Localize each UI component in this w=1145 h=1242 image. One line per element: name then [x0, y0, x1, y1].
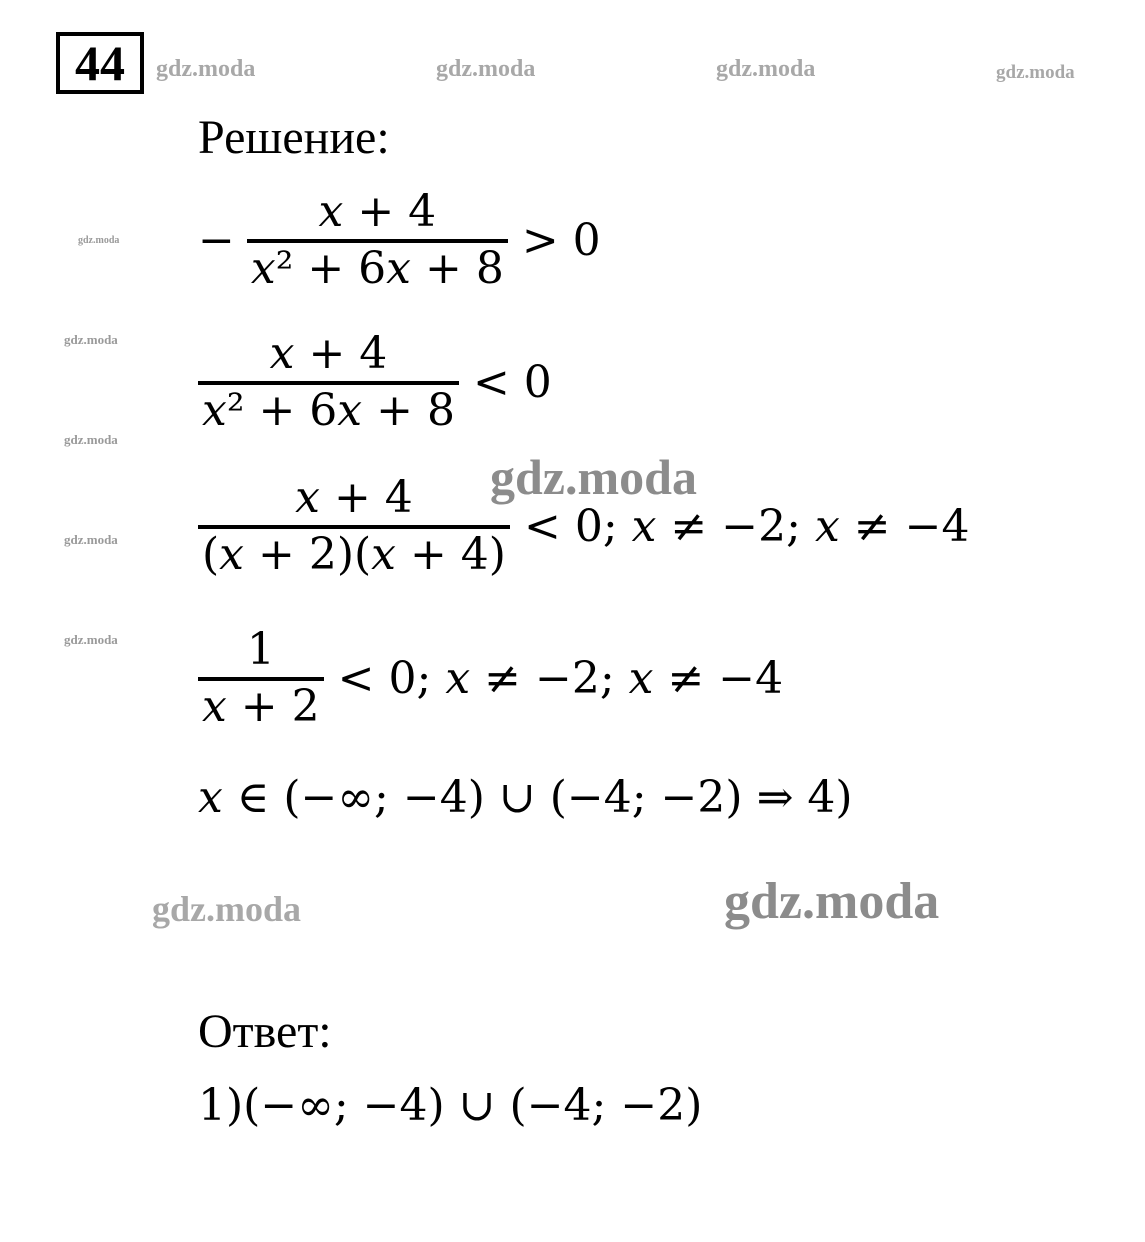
solution-heading: Решение: [198, 111, 390, 164]
watermark: gdz.moda [490, 449, 697, 505]
step-2-relation: < 0 [472, 357, 552, 409]
step-1-sign: − [198, 215, 235, 267]
step-2 [198, 328, 552, 438]
watermark: gdz.moda [78, 235, 120, 246]
step-1-numerator: 𝑥 + 4 [318, 186, 437, 237]
watermark: gdz.moda [64, 432, 118, 447]
watermark: gdz.moda [156, 56, 256, 82]
answer-heading: Ответ: [198, 1005, 332, 1058]
step-3-relation: < 0; 𝑥 ≠ −2; 𝑥 ≠ −4 [523, 501, 970, 553]
watermark: gdz.moda [152, 889, 302, 929]
step-4-numerator: 1 [246, 624, 275, 675]
step-1-relation: > 0 [521, 215, 601, 267]
watermark: gdz.moda [996, 62, 1075, 83]
watermark: gdz.moda [64, 332, 118, 347]
step-1-denominator: 𝑥² + 6𝑥 + 8 [250, 242, 504, 294]
problem-number: 44 [56, 32, 144, 94]
watermark: gdz.moda [716, 56, 816, 82]
watermark: gdz.moda [64, 532, 118, 547]
step-1 [198, 186, 601, 296]
step-4-relation: < 0; 𝑥 ≠ −2; 𝑥 ≠ −4 [337, 653, 784, 705]
watermark: gdz.moda [64, 632, 118, 647]
step-3-denominator: (𝑥 + 2)(𝑥 + 4) [202, 528, 506, 580]
answer: 1)(−∞; −4) ∪ (−4; −2) [198, 1080, 703, 1131]
result-line: 𝑥 ∈ (−∞; −4) ∪ (−4; −2) ⇒ 4) [198, 772, 853, 823]
step-2-denominator: 𝑥² + 6𝑥 + 8 [202, 384, 455, 436]
watermark: gdz.moda [724, 873, 940, 930]
step-4-fraction [198, 624, 324, 734]
step-1-fraction [247, 186, 508, 296]
step-2-fraction [198, 328, 459, 438]
step-3-numerator: 𝑥 + 4 [295, 472, 413, 523]
step-4 [198, 624, 783, 734]
step-4-denominator: 𝑥 + 2 [202, 680, 320, 732]
step-3-fraction [198, 472, 510, 582]
step-2-numerator: 𝑥 + 4 [269, 328, 388, 379]
watermark: gdz.moda [436, 56, 536, 82]
